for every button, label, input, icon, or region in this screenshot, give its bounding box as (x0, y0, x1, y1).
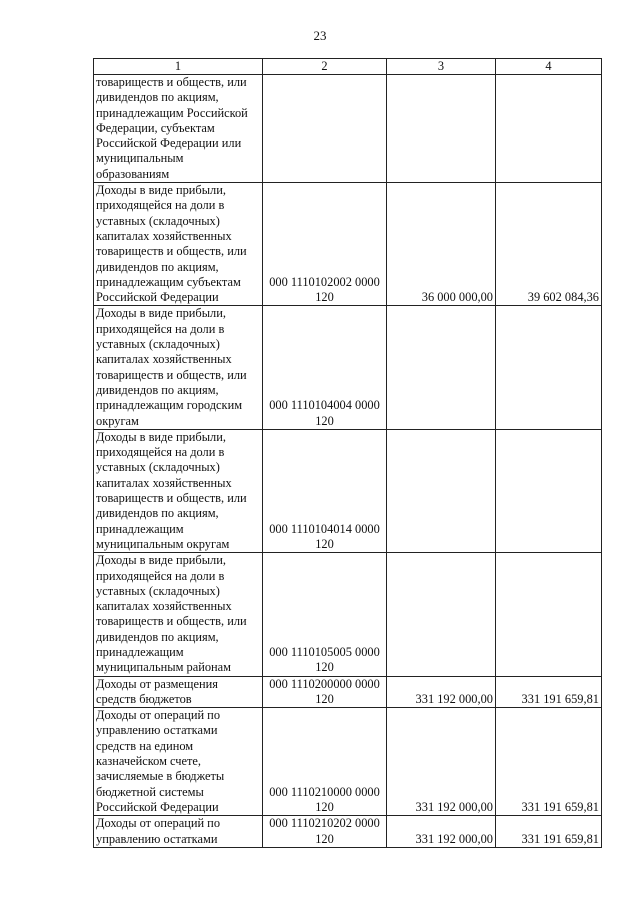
planned-amount-cell: 331 192 000,00 (387, 708, 496, 816)
column-header-4: 4 (496, 59, 602, 75)
table-row (94, 429, 602, 552)
budget-code-cell: 000 1110210000 0000 120 (263, 708, 387, 816)
income-name-cell: Доходы в виде прибыли, приходящейся на доли в уставных (складочных) капиталах хозяйственных товариществ и обществ, или дивидендов по акциям, принадлежащим городским округам (94, 306, 263, 429)
table-row (94, 75, 602, 183)
budget-code-cell: 000 1110105005 0000 120 (263, 553, 387, 676)
page-number: 23 (313, 28, 327, 43)
table-row (94, 708, 602, 816)
budget-code-cell: 000 1110200000 0000 120 (263, 676, 387, 708)
budget-code-cell: 000 1110210202 0000 120 (263, 816, 387, 848)
planned-amount-cell (387, 306, 496, 429)
revenue-table (93, 58, 602, 848)
planned-amount-cell: 331 192 000,00 (387, 676, 496, 708)
budget-code-cell: 000 1110104014 0000 120 (263, 429, 387, 552)
planned-amount-cell: 36 000 000,00 (387, 183, 496, 306)
income-name-cell: Доходы от операций по управлению остатками средств на едином казначейском счете, зачисляемые в бюджеты бюджетной системы Российской Федерации (94, 708, 263, 816)
table-row (94, 553, 602, 676)
income-name-cell: Доходы в виде прибыли, приходящейся на доли в уставных (складочных) капиталах хозяйственных товариществ и обществ, или дивидендов по акциям, принадлежащим муниципальным районам (94, 553, 263, 676)
income-name-cell: Доходы в виде прибыли, приходящейся на доли в уставных (складочных) капиталах хозяйственных товариществ и обществ, или дивидендов по акциям, принадлежащим муниципальным округам (94, 429, 263, 552)
table-row (94, 676, 602, 708)
actual-amount-cell (496, 306, 602, 429)
income-name-cell: товариществ и обществ, или дивидендов по акциям, принадлежащим Российской Федерации, субъектам Российской Федерации или муниципальным образованиям (94, 75, 263, 183)
income-name-cell: Доходы от операций по управлению остатками (94, 816, 263, 848)
actual-amount-cell: 331 191 659,81 (496, 816, 602, 848)
column-header-1: 1 (94, 59, 263, 75)
planned-amount-cell (387, 553, 496, 676)
income-name-cell: Доходы от размещения средств бюджетов (94, 676, 263, 708)
actual-amount-cell: 331 191 659,81 (496, 708, 602, 816)
actual-amount-cell (496, 75, 602, 183)
actual-amount-cell (496, 553, 602, 676)
actual-amount-cell: 39 602 084,36 (496, 183, 602, 306)
budget-code-cell: 000 1110102002 0000 120 (263, 183, 387, 306)
column-header-2: 2 (263, 59, 387, 75)
table-row (94, 183, 602, 306)
actual-amount-cell (496, 429, 602, 552)
income-name-cell: Доходы в виде прибыли, приходящейся на доли в уставных (складочных) капиталах хозяйственных товариществ и обществ, или дивидендов по акциям, принадлежащим субъектам Российской Федерации (94, 183, 263, 306)
planned-amount-cell: 331 192 000,00 (387, 816, 496, 848)
planned-amount-cell (387, 429, 496, 552)
column-header-3: 3 (387, 59, 496, 75)
planned-amount-cell (387, 75, 496, 183)
actual-amount-cell: 331 191 659,81 (496, 676, 602, 708)
budget-code-cell (263, 75, 387, 183)
table-row (94, 816, 602, 848)
table-row (94, 306, 602, 429)
header-row (94, 59, 602, 75)
budget-code-cell: 000 1110104004 0000 120 (263, 306, 387, 429)
